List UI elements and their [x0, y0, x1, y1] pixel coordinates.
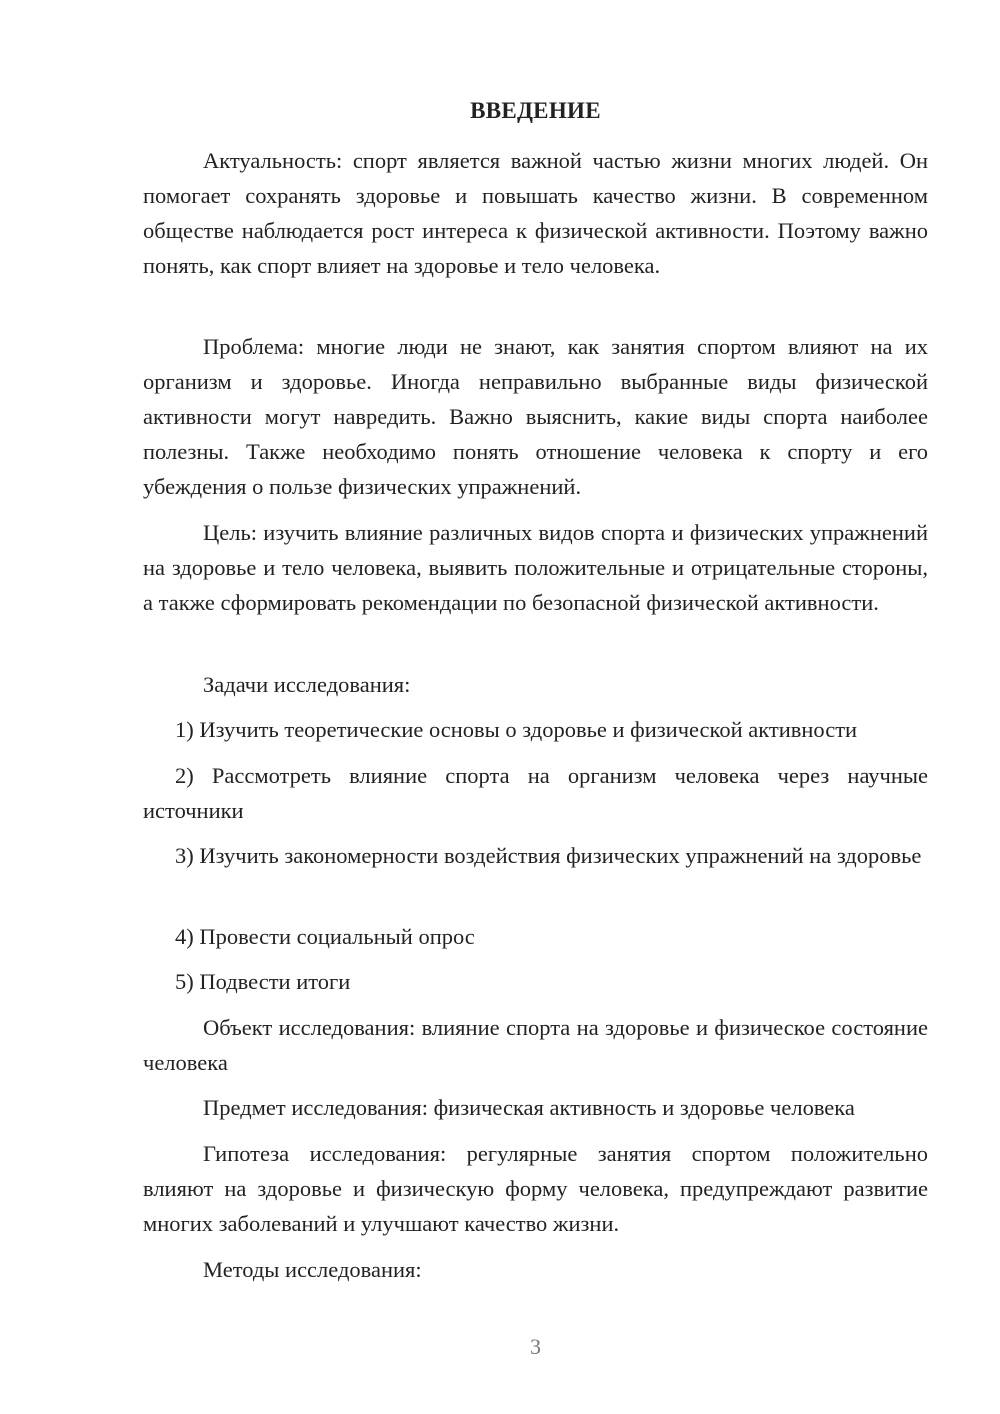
problem-paragraph: Проблема: многие люди не знают, как занятия спортом влияют на их организм и здоровье. Иногда неправильно выбранные виды физической активности могут навредить. Важно выяснить, какие виды спорта наиболее полезны. Также необходимо понять отношение человека к спорту и его убеждения о пользе физических упражнений. — [143, 334, 928, 499]
methods-heading: Методы исследования: — [203, 1257, 422, 1282]
object-paragraph: Объект исследования: влияние спорта на здоровье и физическое состояние человека — [143, 1015, 928, 1075]
page-title: ВВЕДЕНИЕ — [470, 98, 601, 123]
subject-paragraph: Предмет исследования: физическая активность и здоровье человека — [203, 1095, 855, 1120]
task-item-4: 4) Провести социальный опрос — [175, 924, 475, 949]
tasks-heading: Задачи исследования: — [203, 672, 411, 697]
relevance-paragraph: Актуальность: спорт является важной частью жизни многих людей. Он помогает сохранять здоровье и повышать качество жизни. В современном обществе наблюдается рост интереса к физической активности. Поэтому важно понять, как спорт влияет на здоровье и тело человека. — [143, 148, 928, 278]
page-number: 3 — [530, 1334, 541, 1359]
hypothesis-paragraph: Гипотеза исследования: регулярные занятия спортом положительно влияют на здоровье и физическую форму человека, предупреждают развитие многих заболеваний и улучшают качество жизни. — [143, 1141, 928, 1236]
task-item-5: 5) Подвести итоги — [175, 969, 351, 994]
goal-paragraph: Цель: изучить влияние различных видов спорта и физических упражнений на здоровье и тело человека, выявить положительные и отрицательные стороны, а также сформировать рекомендации по безопасной физической активности. — [143, 520, 928, 615]
task-item-1: 1) Изучить теоретические основы о здоровье и физической активности — [175, 717, 858, 742]
document-page — [143, 0, 928, 1414]
task-item-2: 2) Рассмотреть влияние спорта на организм человека через научные источники — [143, 763, 928, 823]
task-item-3: 3) Изучить закономерности воздействия физических упражнений на здоровье — [175, 843, 922, 868]
